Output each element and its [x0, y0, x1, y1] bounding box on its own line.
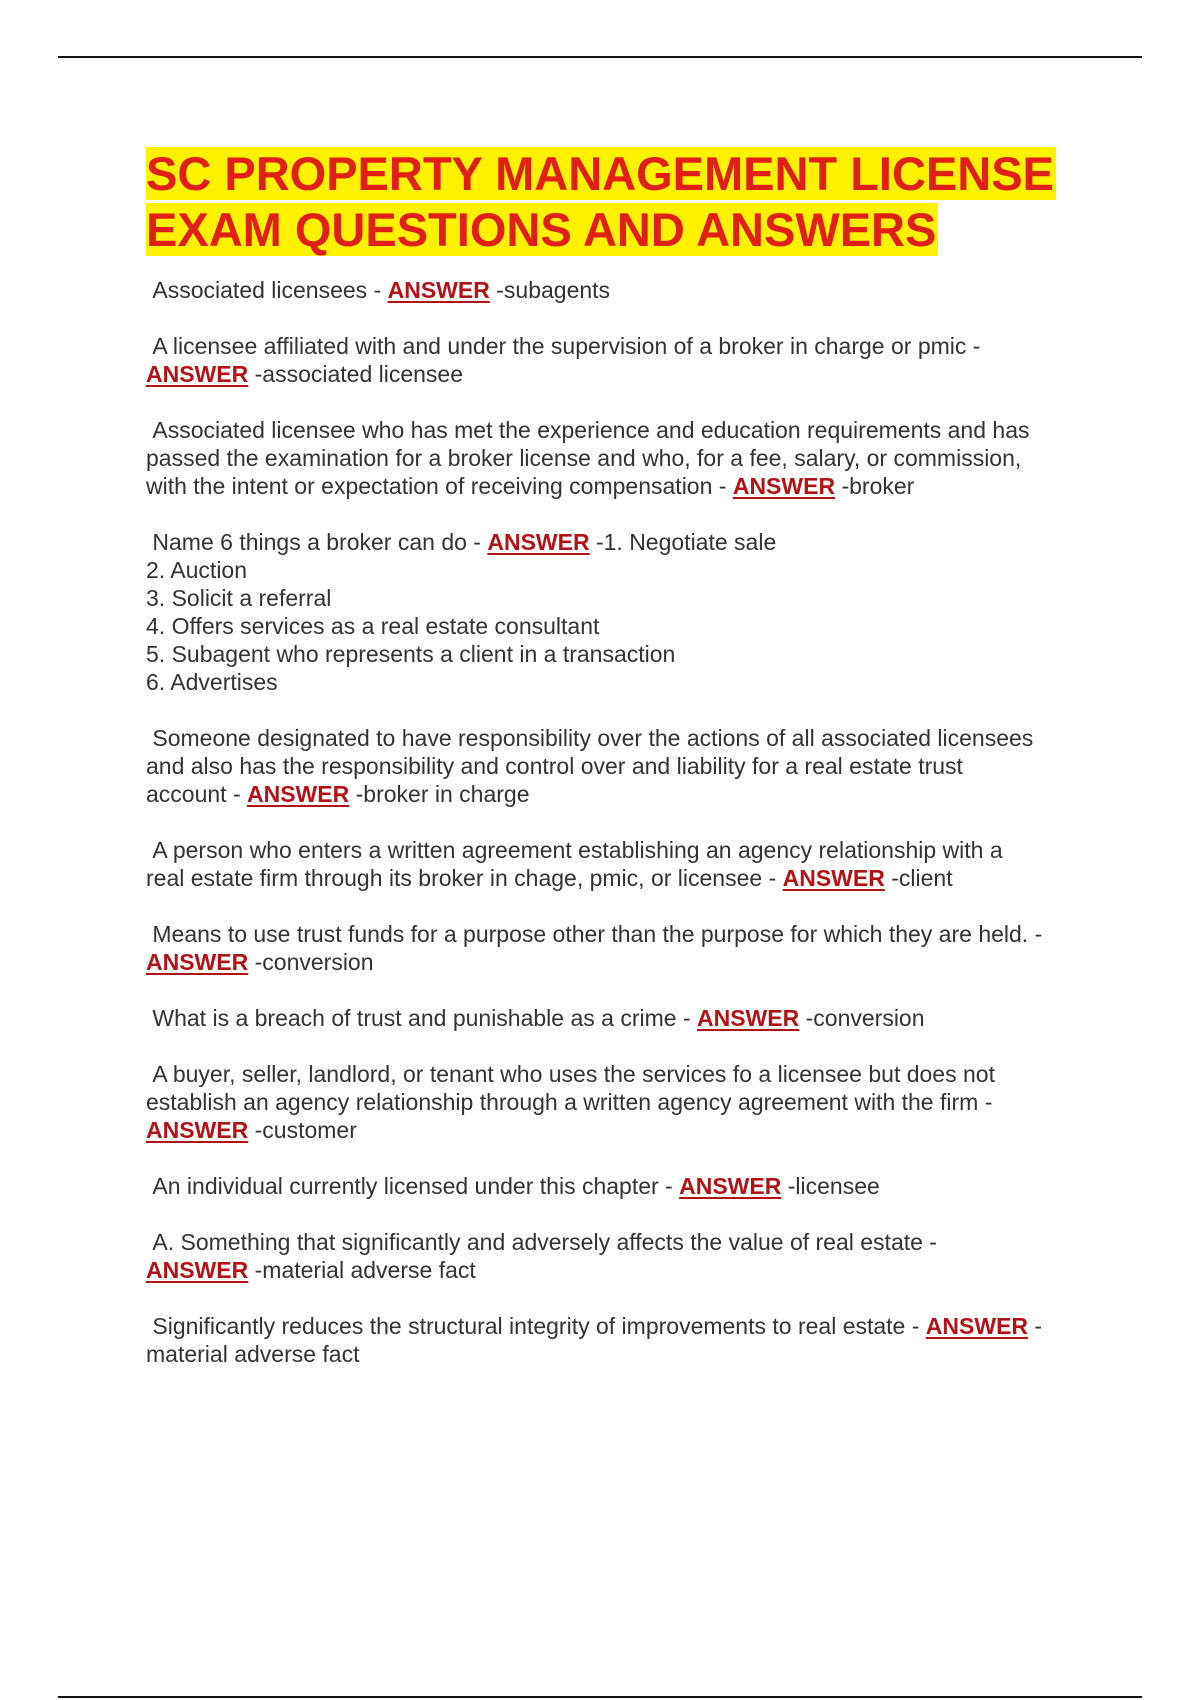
question-text: Means to use trust funds for a purpose other than the purpose for which they are held. -	[152, 921, 1043, 947]
qa-item	[146, 1060, 1086, 1144]
qa-item	[146, 276, 1086, 304]
answer-label: ANSWER	[925, 1313, 1029, 1339]
question-text: A buyer, seller, landlord, or tenant who uses the services fo a licensee but does not establish an agency relationship through a written agency agreement with the firm -	[146, 1061, 995, 1115]
bottom-rule	[58, 1696, 1142, 1698]
qa-item	[146, 416, 1086, 500]
answer-text: -subagents	[489, 277, 611, 303]
answer-text: -associated licensee	[248, 361, 464, 387]
answer-label: ANSWER	[679, 1173, 782, 1199]
answer-label: ANSWER	[697, 1005, 800, 1031]
qa-item	[146, 1004, 1086, 1032]
question-text: Significantly reduces the structural integrity of improvements to real estate -	[146, 1313, 926, 1339]
qa-list	[146, 276, 1086, 1368]
qa-item	[146, 528, 1086, 696]
answer-text: -client	[884, 865, 953, 891]
question-text: A licensee affiliated with and under the supervision of a broker in charge or pmic -	[152, 333, 981, 359]
answer-text: -1. Negotiate sale 2. Auction 3. Solicit a referral 4. Offers services as a real estate consultant 5. Subagent who represents a client in a transaction 6. Advertises	[146, 529, 777, 695]
question-text: Someone designated to have responsibility over the actions of all associated licensees and also has the responsibility and control over and liability for a real estate trust account -	[146, 725, 1034, 807]
title-line-2: EXAM QUESTIONS AND ANSWERS	[146, 203, 937, 256]
qa-item	[146, 1228, 1086, 1284]
answer-text: - material adverse fact	[146, 1313, 1043, 1367]
answer-text: -licensee	[781, 1173, 880, 1199]
qa-item	[146, 1172, 1086, 1200]
question-text: A person who enters a written agreement establishing an agency relationship with a real estate firm through its broker in chage, pmic, or licensee -	[146, 837, 1003, 891]
answer-text: -material adverse fact	[248, 1257, 476, 1283]
answer-label: ANSWER	[487, 529, 590, 555]
answer-text: -conversion	[799, 1005, 925, 1031]
question-text: What is a breach of trust and punishable as a crime -	[146, 1005, 697, 1031]
question-text: Associated licensee who has met the experience and education requirements and has passed the examination for a broker license and who, for a fee, salary, or commission, with the intent or expectation of receiving compensation -	[146, 417, 1030, 499]
title-line-1: SC PROPERTY MANAGEMENT LICENSE	[146, 147, 1054, 200]
question-text: Name 6 things a broker can do -	[146, 529, 488, 555]
answer-label: ANSWER	[782, 865, 885, 891]
answer-text: -customer	[248, 1117, 357, 1143]
answer-label: ANSWER	[146, 949, 249, 975]
document-body	[146, 146, 1086, 1396]
answer-label: ANSWER	[146, 361, 249, 387]
top-rule	[58, 56, 1142, 58]
answer-label: ANSWER	[387, 277, 490, 303]
document-title	[146, 146, 1086, 258]
answer-label: ANSWER	[732, 473, 836, 499]
answer-text: -broker	[835, 473, 915, 499]
qa-item	[146, 836, 1086, 892]
answer-text: -conversion	[248, 949, 374, 975]
qa-item	[146, 332, 1086, 388]
answer-label: ANSWER	[146, 1117, 249, 1143]
question-text: Associated licensees -	[146, 277, 388, 303]
qa-item	[146, 1312, 1086, 1368]
answer-label: ANSWER	[146, 1257, 249, 1283]
answer-text: -broker in charge	[349, 781, 530, 807]
question-text: A. Something that significantly and adversely affects the value of real estate -	[152, 1229, 937, 1255]
qa-item	[146, 724, 1086, 808]
answer-label: ANSWER	[247, 781, 350, 807]
question-text: An individual currently licensed under this chapter -	[146, 1173, 680, 1199]
qa-item	[146, 920, 1086, 976]
